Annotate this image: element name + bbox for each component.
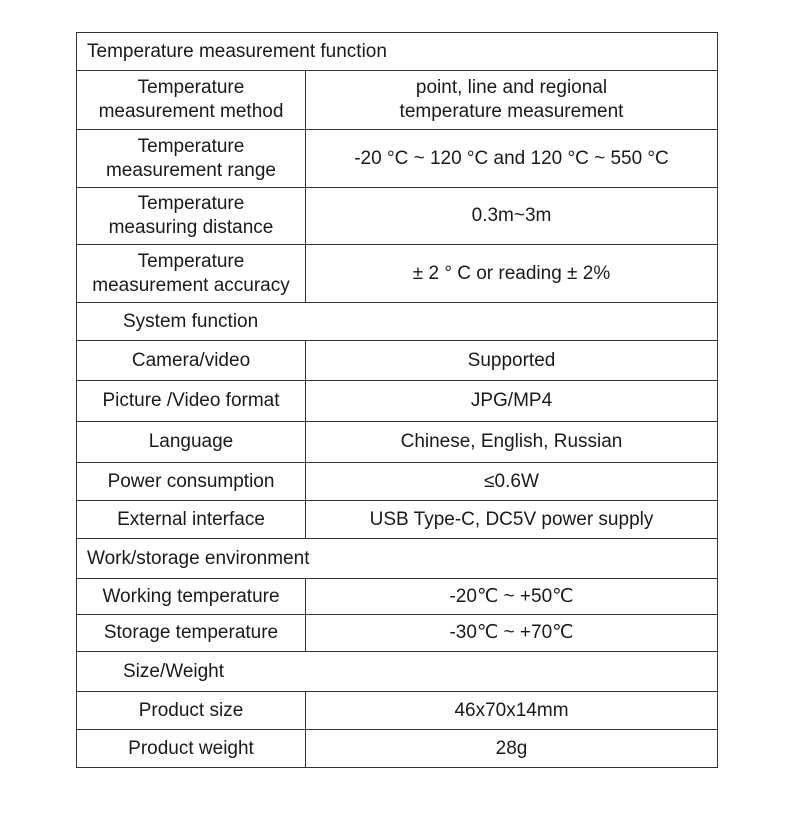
table-row-picture-video-format: [77, 381, 718, 422]
table-row-storage-temperature: [77, 615, 718, 652]
row-label-measuring-distance: [77, 188, 306, 245]
spec-table: [76, 32, 718, 768]
row-label-camera-video: Camera/video: [77, 341, 306, 381]
row-value-line: point, line and regional: [415, 77, 608, 98]
section-title-system: System function: [77, 303, 718, 341]
row-label-storage-temperature: Storage temperature: [77, 615, 306, 652]
row-value-measuring-distance: 0.3m~3m: [306, 188, 718, 245]
row-value-working-temperature: -20℃ ~ +50℃: [306, 579, 718, 615]
table-row-camera-video: [77, 341, 718, 381]
row-label-line: Temperature: [137, 250, 245, 272]
section-title-temperature: Temperature measurement function: [77, 33, 718, 71]
table-row-measurement-accuracy: [77, 245, 718, 303]
row-label-product-weight: Product weight: [77, 730, 306, 768]
section-row-system: [77, 303, 718, 341]
row-label-power-consumption: Power consumption: [77, 463, 306, 501]
section-row-environment: [77, 539, 718, 579]
row-label-line: measurement range: [105, 159, 277, 181]
row-label-line: Temperature: [137, 77, 245, 98]
row-label-language: Language: [77, 422, 306, 463]
table-row-language: [77, 422, 718, 463]
section-row-size: [77, 652, 718, 692]
row-label-measurement-accuracy: [77, 245, 306, 303]
section-row-temperature: [77, 33, 718, 71]
row-value-measurement-method: [306, 71, 718, 130]
section-title-environment: Work/storage environment: [77, 539, 718, 579]
row-label-line: measurement method: [98, 101, 284, 122]
row-value-product-size: 46x70x14mm: [306, 692, 718, 730]
row-label-picture-video-format: Picture /Video format: [77, 381, 306, 422]
row-value-measurement-accuracy: ± 2 ° C or reading ± 2%: [306, 245, 718, 303]
table-row-power-consumption: [77, 463, 718, 501]
row-label-line: Temperature: [137, 135, 245, 157]
table-row-measurement-method: [77, 71, 718, 130]
row-label-working-temperature: Working temperature: [77, 579, 306, 615]
section-title-size: Size/Weight: [77, 652, 718, 692]
row-label-product-size: Product size: [77, 692, 306, 730]
row-label-measurement-range: [77, 130, 306, 188]
row-label-measurement-method: [77, 71, 306, 130]
row-value-power-consumption: ≤0.6W: [306, 463, 718, 501]
table-row-external-interface: [77, 501, 718, 539]
table-row-working-temperature: [77, 579, 718, 615]
row-value-line: temperature measurement: [399, 101, 624, 122]
row-value-picture-video-format: JPG/MP4: [306, 381, 718, 422]
row-label-line: measurement accuracy: [92, 274, 290, 296]
row-value-measurement-range: -20 °C ~ 120 °C and 120 °C ~ 550 °C: [306, 130, 718, 188]
row-label-line: Temperature: [137, 193, 245, 214]
table-row-measuring-distance: [77, 188, 718, 245]
row-value-external-interface: USB Type-C, DC5V power supply: [306, 501, 718, 539]
row-value-language: Chinese, English, Russian: [306, 422, 718, 463]
row-label-line: measuring distance: [108, 217, 274, 238]
table-row-product-weight: [77, 730, 718, 768]
row-value-product-weight: 28g: [306, 730, 718, 768]
table-row-measurement-range: [77, 130, 718, 188]
table-row-product-size: [77, 692, 718, 730]
row-value-camera-video: Supported: [306, 341, 718, 381]
row-label-external-interface: External interface: [77, 501, 306, 539]
row-value-storage-temperature: -30℃ ~ +70℃: [306, 615, 718, 652]
